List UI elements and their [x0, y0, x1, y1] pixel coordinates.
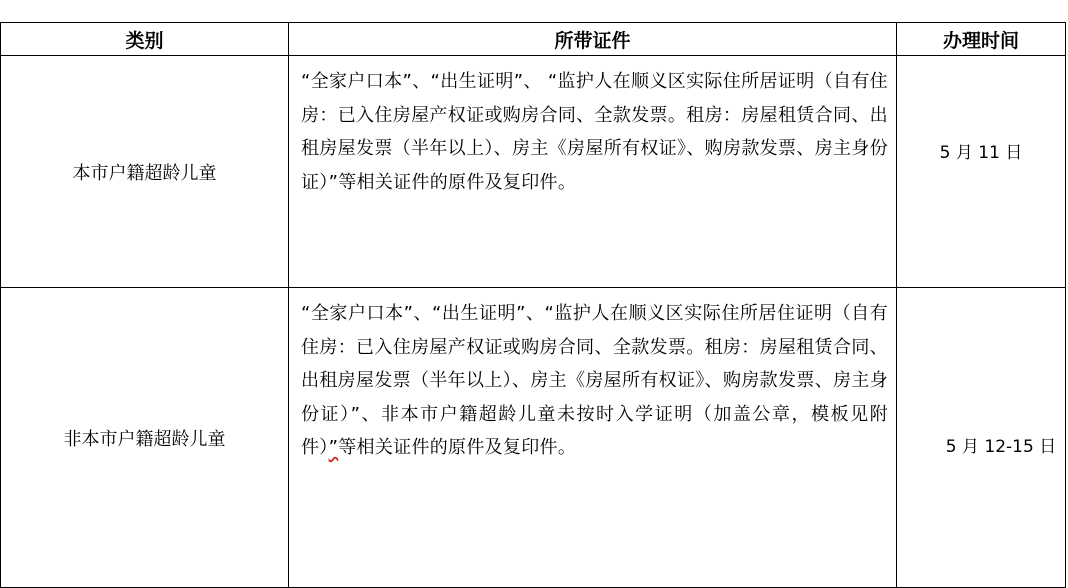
header-category: 类别 — [1, 23, 289, 56]
row2-time: 5 月 12-15 日 — [945, 437, 1057, 457]
spellcheck-flagged-quote: ” — [328, 437, 339, 458]
row1-time: 5 月 11 日 — [939, 143, 1023, 163]
row2-documents-text: “全家户口本”、“出生证明”、“监护人在顺义区实际住所居住证明（自有住房：已入住房屋产权证或购房合同、全款发票。租房：房屋租赁合同、出租房屋发票（半年以上）、房主《房屋所有权证》、购房款发票、房主身份证）”、非本市户籍超龄儿童未按时入学证明（加盖公章，模板见附件） — [301, 303, 888, 458]
table-header-row — [1, 23, 1066, 56]
row2-documents — [289, 288, 897, 588]
row2-time-cell — [897, 288, 1066, 588]
row2-documents-tail: 等相关证件的原件及复印件。 — [338, 437, 577, 458]
row1-documents: “全家户口本”、“出生证明”、 “监护人在顺义区实际住所居证明（自有住房：已入住房屋产权证或购房合同、全款发票。租房：房屋租赁合同、出租房屋发票（半年以上）、房主《房屋所有权证》、购房款发票、房主身份证）”等相关证件的原件及复印件。 — [289, 56, 897, 288]
table-row — [1, 288, 1066, 588]
header-documents: 所带证件 — [289, 23, 897, 56]
header-time: 办理时间 — [897, 23, 1066, 56]
table-row — [1, 56, 1066, 288]
row1-time-cell — [897, 56, 1066, 288]
row2-category: 非本市户籍超龄儿童 — [1, 288, 289, 588]
document-table — [0, 22, 1066, 588]
row1-category: 本市户籍超龄儿童 — [1, 56, 289, 288]
